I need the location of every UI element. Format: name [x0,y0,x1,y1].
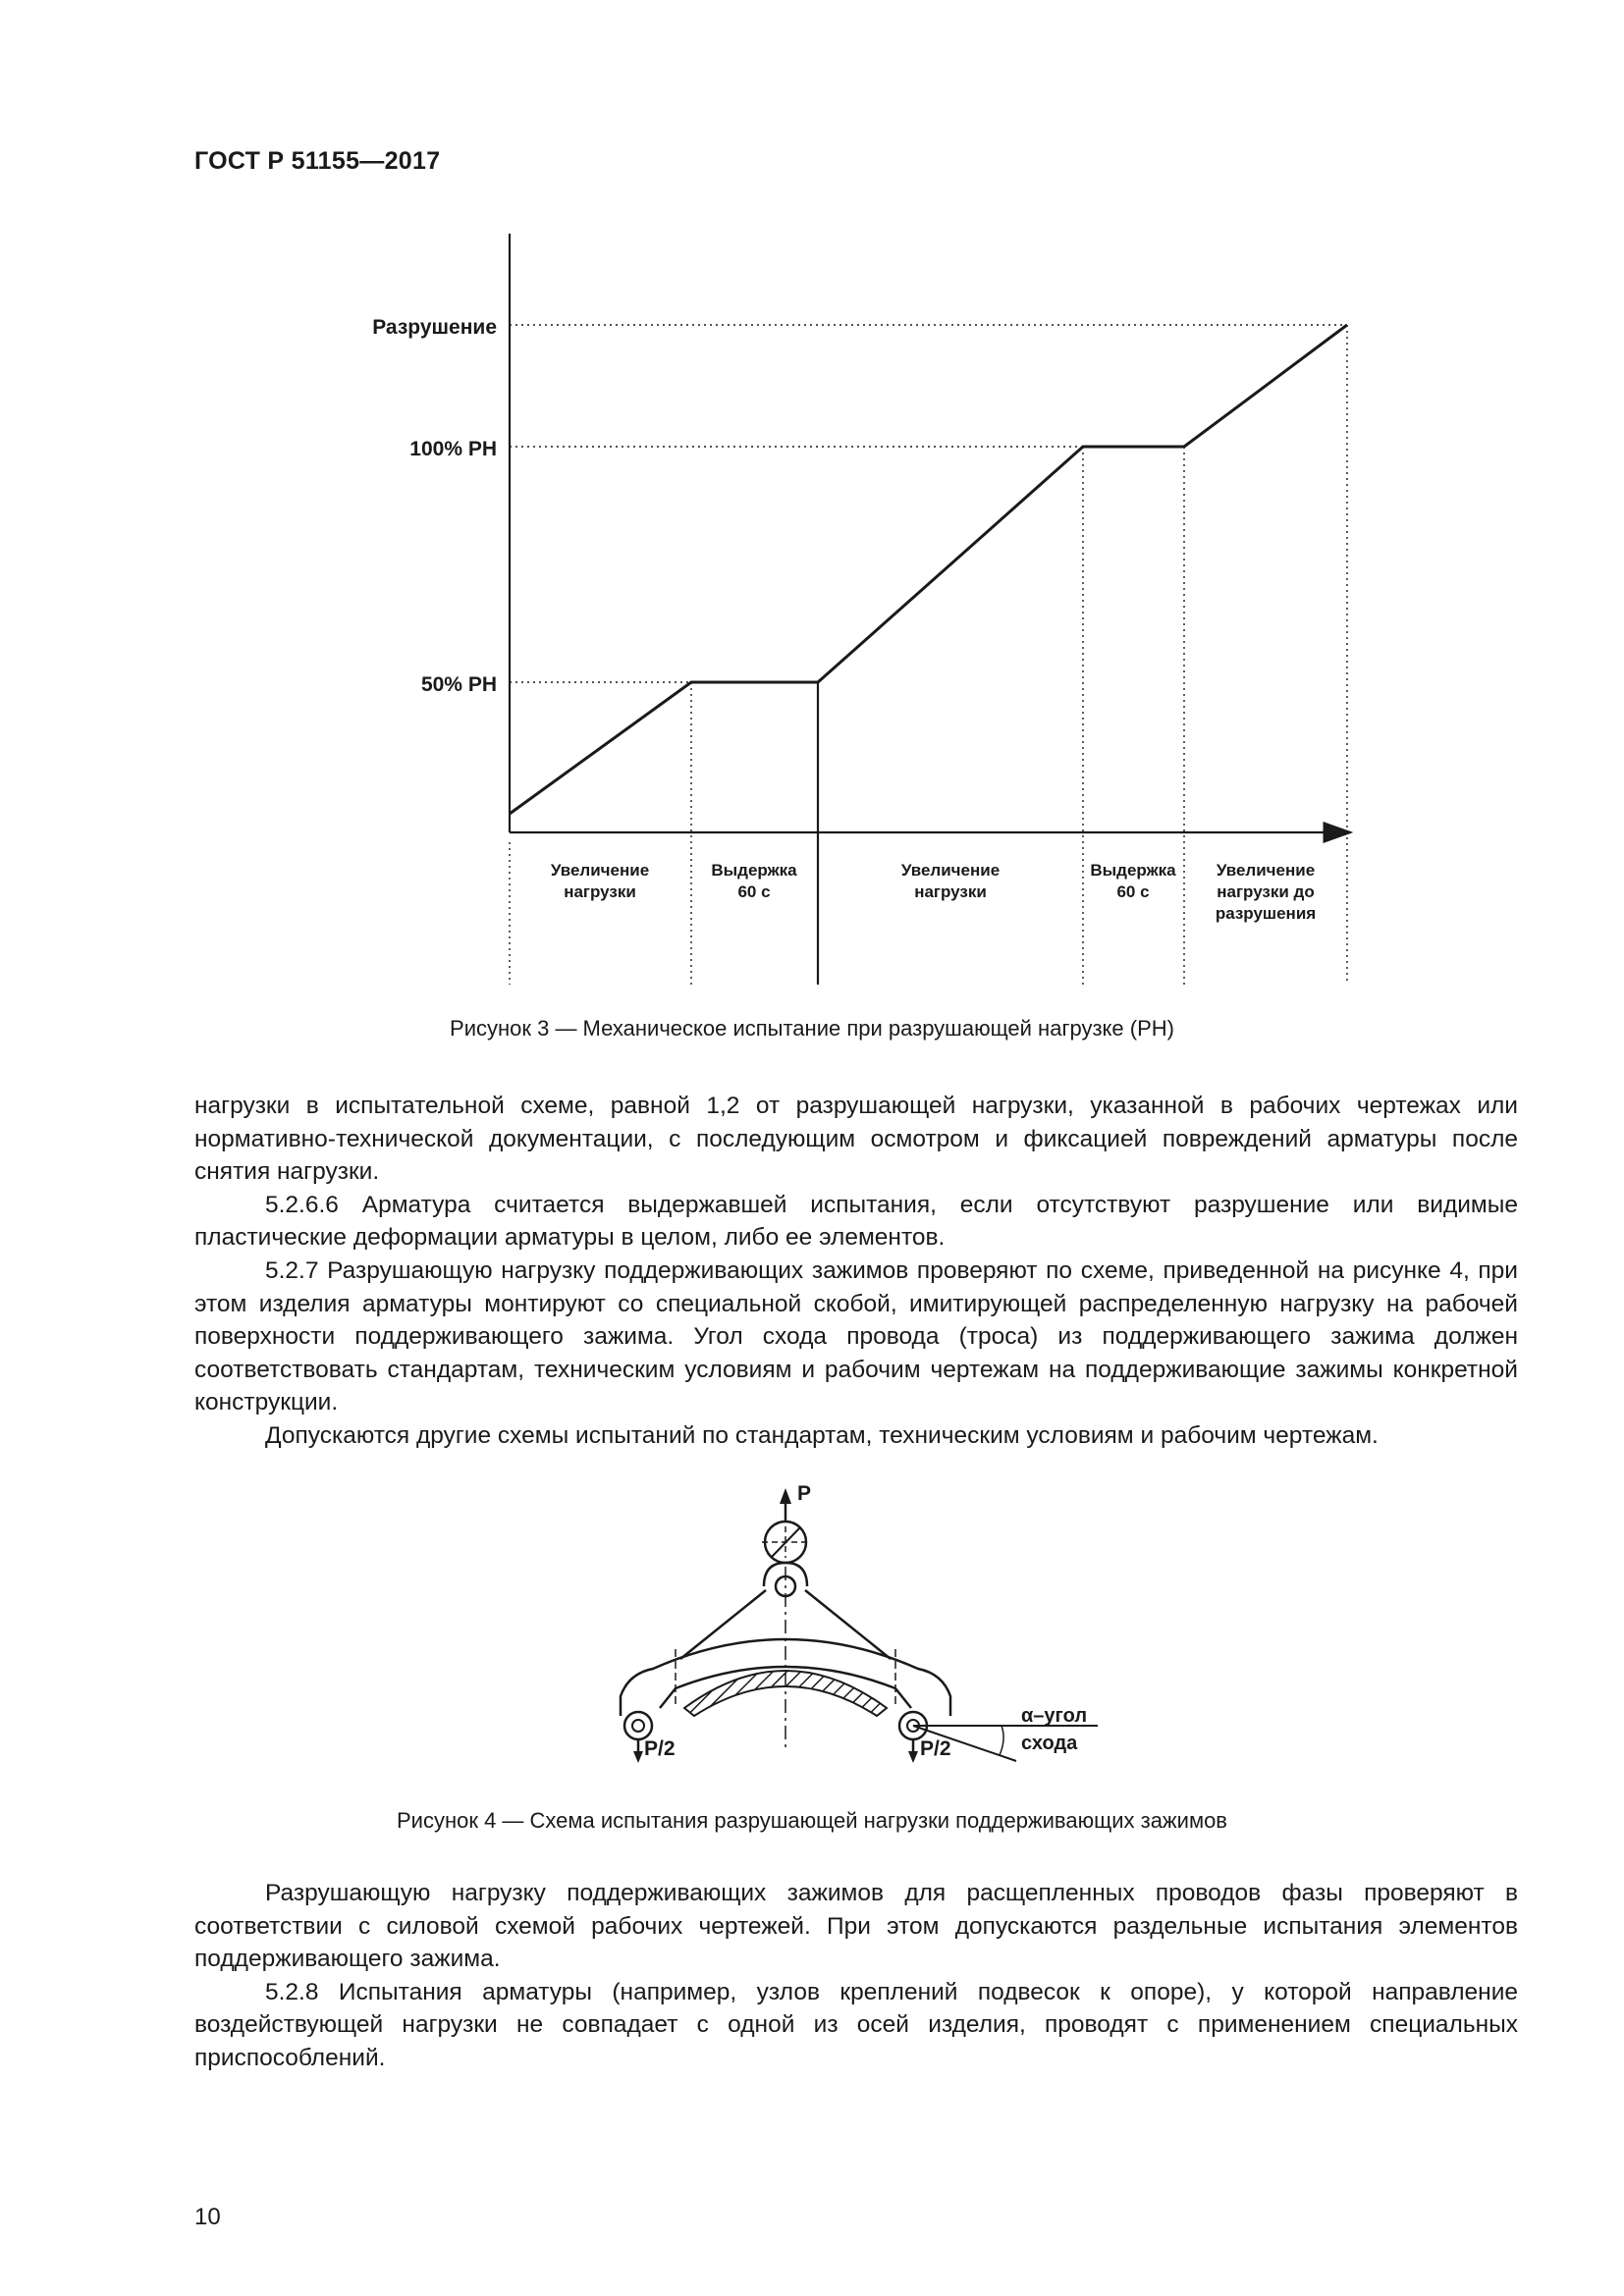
y-label-50: 50% РН [420,673,497,696]
load-profile-line [510,325,1347,814]
svg-text:Увеличение: Увеличение [900,861,1001,880]
stage-label-4 [1090,861,1176,901]
y-label-failure: Разрушение [372,316,497,339]
svg-text:Выдержка: Выдержка [711,861,797,880]
paragraph: 5.2.7 Разрушающую нагрузку поддерживающих зажимов проверяют по схеме, приведенной на рисунке 4, при этом изделия арматуры монтируют со специальной скобой, имитирующей распределенную нагрузку на рабочей поверхности поддерживающего зажима. Угол схода провода (троса) из поддерживающего зажима должен соответствовать стандартам, техническим условиям и рабочим чертежам на поддерживающие зажимы конкретной конструкции. [194,1256,1518,1416]
text-block-1 [194,1090,1518,1453]
label-angle-1: α–угол [1021,1705,1088,1727]
stage-label-5 [1216,861,1316,923]
paragraph: Разрушающую нагрузку поддерживающих зажимов для расщепленных проводов фазы проверяют в соответствии с силовой схемой рабочих чертежей. При этом допускаются раздельные испытания элементов поддерживающего зажима. [194,1880,1518,1973]
paragraph: 5.2.8 Испытания арматуры (например, узлов креплений подвесок к опоре), у которой направление воздействующей нагрузки не совпадает с одной из осей изделия, проводят с применением специальных приспособлений. [194,1978,1518,2071]
figure-3-caption: Рисунок 3 — Механическое испытание при разрушающей нагрузке (РН) [450,1016,1174,1041]
bracket-leg-left [680,1590,766,1659]
label-angle-2: схода [1021,1733,1078,1754]
y-label-100: 100% РН [409,438,497,460]
stage-label-1 [551,861,649,901]
page-number: 10 [194,2204,221,2230]
paragraph: 5.2.6.6 Арматура считается выдержавшей испытания, если отсутствуют разрушение или видимые пластические деформации арматуры в целом, либо ее элементов. [194,1191,1518,1252]
left-pin-circle [624,1712,652,1739]
page-header: ГОСТ Р 51155—2017 [194,147,441,175]
stage-label-2 [711,861,797,901]
figure-3-load-chart [0,0,1624,1001]
label-p2-left: Р/2 [644,1737,676,1760]
text-block-2 [194,1877,1518,2075]
svg-text:нагрузки до: нагрузки до [1217,882,1315,901]
figure-4-caption: Рисунок 4 — Схема испытания разрушающей нагрузки поддерживающих зажимов [397,1808,1227,1833]
label-p2-right: Р/2 [920,1737,951,1760]
svg-text:нагрузки: нагрузки [914,882,987,901]
bracket-leg-right [805,1590,891,1659]
svg-text:60 с: 60 с [737,882,771,901]
svg-text:нагрузки: нагрузки [564,882,636,901]
paragraph: нагрузки в испытательной схеме, равной 1,2 от разрушающей нагрузки, указанной в рабочих чертежах или нормативно-технической документации, с последующим осмотром и фиксацией повреждений арматуры после снятия нагрузки. [194,1093,1518,1186]
svg-text:Увеличение: Увеличение [1216,861,1316,880]
stage-label-3 [901,861,1000,901]
svg-text:разрушения: разрушения [1215,904,1317,923]
svg-text:Выдержка: Выдержка [1090,861,1176,880]
svg-text:Увеличение: Увеличение [550,861,650,880]
svg-text:60 с: 60 с [1116,882,1150,901]
figure-4-clamp-scheme [0,1472,1624,1767]
paragraph: Допускаются другие схемы испытаний по стандартам, техническим условиям и рабочим чертежам. [265,1421,1379,1449]
label-p: Р [797,1482,812,1505]
